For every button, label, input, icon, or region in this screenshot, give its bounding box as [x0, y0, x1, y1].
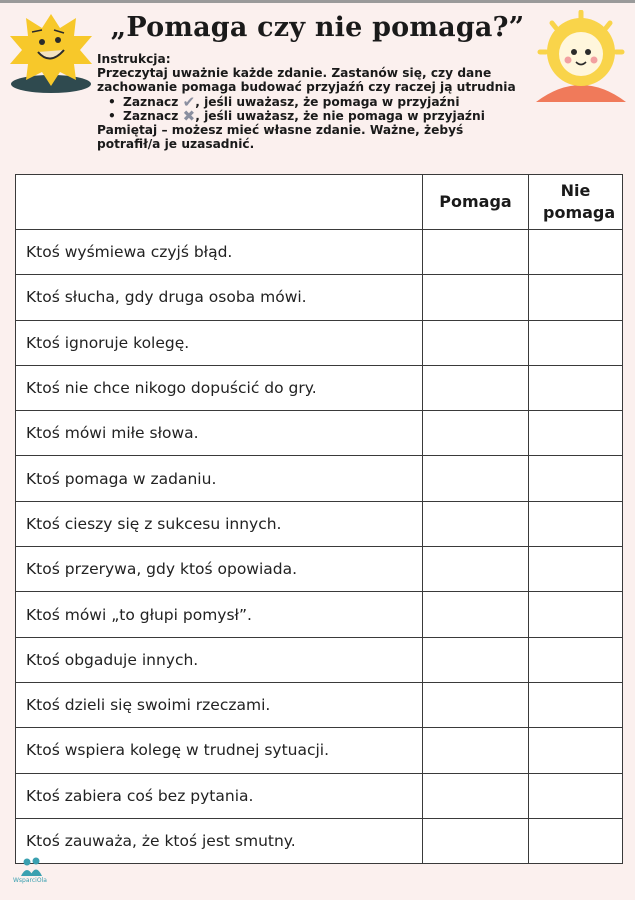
pomaga-answer-cell[interactable] — [423, 637, 529, 682]
table-row — [16, 547, 623, 592]
table-row — [16, 818, 623, 863]
pomaga-answer-cell[interactable] — [423, 773, 529, 818]
table-row — [16, 320, 623, 365]
nie-pomaga-answer-cell[interactable] — [529, 637, 623, 682]
table-row — [16, 682, 623, 727]
nie-pomaga-answer-cell[interactable] — [529, 592, 623, 637]
instructions-bullets — [97, 92, 527, 125]
statement-cell: Ktoś cieszy się z sukcesu innych. — [16, 501, 423, 546]
header-statement — [16, 175, 423, 230]
nie-pomaga-answer-cell[interactable] — [529, 728, 623, 773]
logo-text: WsparciOla — [13, 877, 47, 884]
pomaga-answer-cell[interactable] — [423, 320, 529, 365]
cross-mark-icon: ✖ — [182, 106, 196, 125]
table-header-row — [16, 175, 623, 230]
table-row — [16, 230, 623, 275]
table-row — [16, 592, 623, 637]
table-row — [16, 501, 623, 546]
nie-pomaga-answer-cell[interactable] — [529, 230, 623, 275]
nie-pomaga-answer-cell[interactable] — [529, 411, 623, 456]
nie-pomaga-answer-cell[interactable] — [529, 456, 623, 501]
instructions-heading: Instrukcja: — [97, 52, 171, 66]
table-row — [16, 773, 623, 818]
pomaga-answer-cell[interactable] — [423, 592, 529, 637]
table-row — [16, 637, 623, 682]
bullet-cross — [123, 106, 527, 125]
pomaga-answer-cell[interactable] — [423, 547, 529, 592]
pomaga-answer-cell[interactable] — [423, 682, 529, 727]
nie-pomaga-answer-cell[interactable] — [529, 682, 623, 727]
statement-cell: Ktoś ignoruje kolegę. — [16, 320, 423, 365]
statement-cell: Ktoś wspiera kolegę w trudnej sytuacji. — [16, 728, 423, 773]
statement-cell: Ktoś wyśmiewa czyjś błąd. — [16, 230, 423, 275]
check-mark-icon: ✔ — [182, 92, 196, 111]
statement-cell: Ktoś mówi „to głupi pomysł”. — [16, 592, 423, 637]
nie-pomaga-answer-cell[interactable] — [529, 320, 623, 365]
pomaga-answer-cell[interactable] — [423, 275, 529, 320]
statement-cell: Ktoś przerywa, gdy ktoś opowiada. — [16, 547, 423, 592]
statement-cell: Ktoś pomaga w zadaniu. — [16, 456, 423, 501]
nie-pomaga-answer-cell[interactable] — [529, 818, 623, 863]
pomaga-answer-cell[interactable] — [423, 230, 529, 275]
nie-pomaga-answer-cell[interactable] — [529, 773, 623, 818]
top-border — [0, 0, 635, 3]
instructions — [97, 52, 527, 151]
bullet-cross-after: , jeśli uważasz, że nie pomaga w przyjaźni — [195, 108, 485, 123]
page-title: „Pomaga czy nie pomaga?” — [110, 12, 525, 43]
statement-cell: Ktoś obgaduje innych. — [16, 637, 423, 682]
pomaga-answer-cell[interactable] — [423, 818, 529, 863]
worksheet-table — [15, 174, 623, 864]
header-pomaga: Pomaga — [423, 175, 529, 230]
statement-cell: Ktoś zabiera coś bez pytania. — [16, 773, 423, 818]
instructions-note: Pamiętaj – możesz mieć własne zdanie. Ważne, żebyś potrafił/a je uzasadnić. — [97, 123, 464, 152]
pomaga-answer-cell[interactable] — [423, 728, 529, 773]
nie-pomaga-answer-cell[interactable] — [529, 365, 623, 410]
pomaga-answer-cell[interactable] — [423, 365, 529, 410]
bullet-cross-before: Zaznacz — [123, 108, 183, 123]
statement-cell: Ktoś zauważa, że ktoś jest smutny. — [16, 818, 423, 863]
pomaga-answer-cell[interactable] — [423, 501, 529, 546]
nie-pomaga-answer-cell[interactable] — [529, 547, 623, 592]
instructions-text: Przeczytaj uważnie każde zdanie. Zastanów się, czy dane zachowanie pomaga budować przyjaźń czy raczej ją utrudnia — [97, 66, 516, 95]
table-row — [16, 275, 623, 320]
statement-cell: Ktoś nie chce nikogo dopuścić do gry. — [16, 365, 423, 410]
statement-cell: Ktoś mówi miłe słowa. — [16, 411, 423, 456]
table-row — [16, 411, 623, 456]
pomaga-answer-cell[interactable] — [423, 411, 529, 456]
statement-cell: Ktoś dzieli się swoimi rzeczami. — [16, 682, 423, 727]
pomaga-answer-cell[interactable] — [423, 456, 529, 501]
table-row — [16, 365, 623, 410]
nie-pomaga-answer-cell[interactable] — [529, 275, 623, 320]
header-nie-pomaga: Nie pomaga — [529, 175, 623, 230]
bullet-check-after: , jeśli uważasz, że pomaga w przyjaźni — [195, 94, 460, 109]
nie-pomaga-answer-cell[interactable] — [529, 501, 623, 546]
statement-cell: Ktoś słucha, gdy druga osoba mówi. — [16, 275, 423, 320]
bullet-check-before: Zaznacz — [123, 94, 183, 109]
table-row — [16, 728, 623, 773]
table-row — [16, 456, 623, 501]
